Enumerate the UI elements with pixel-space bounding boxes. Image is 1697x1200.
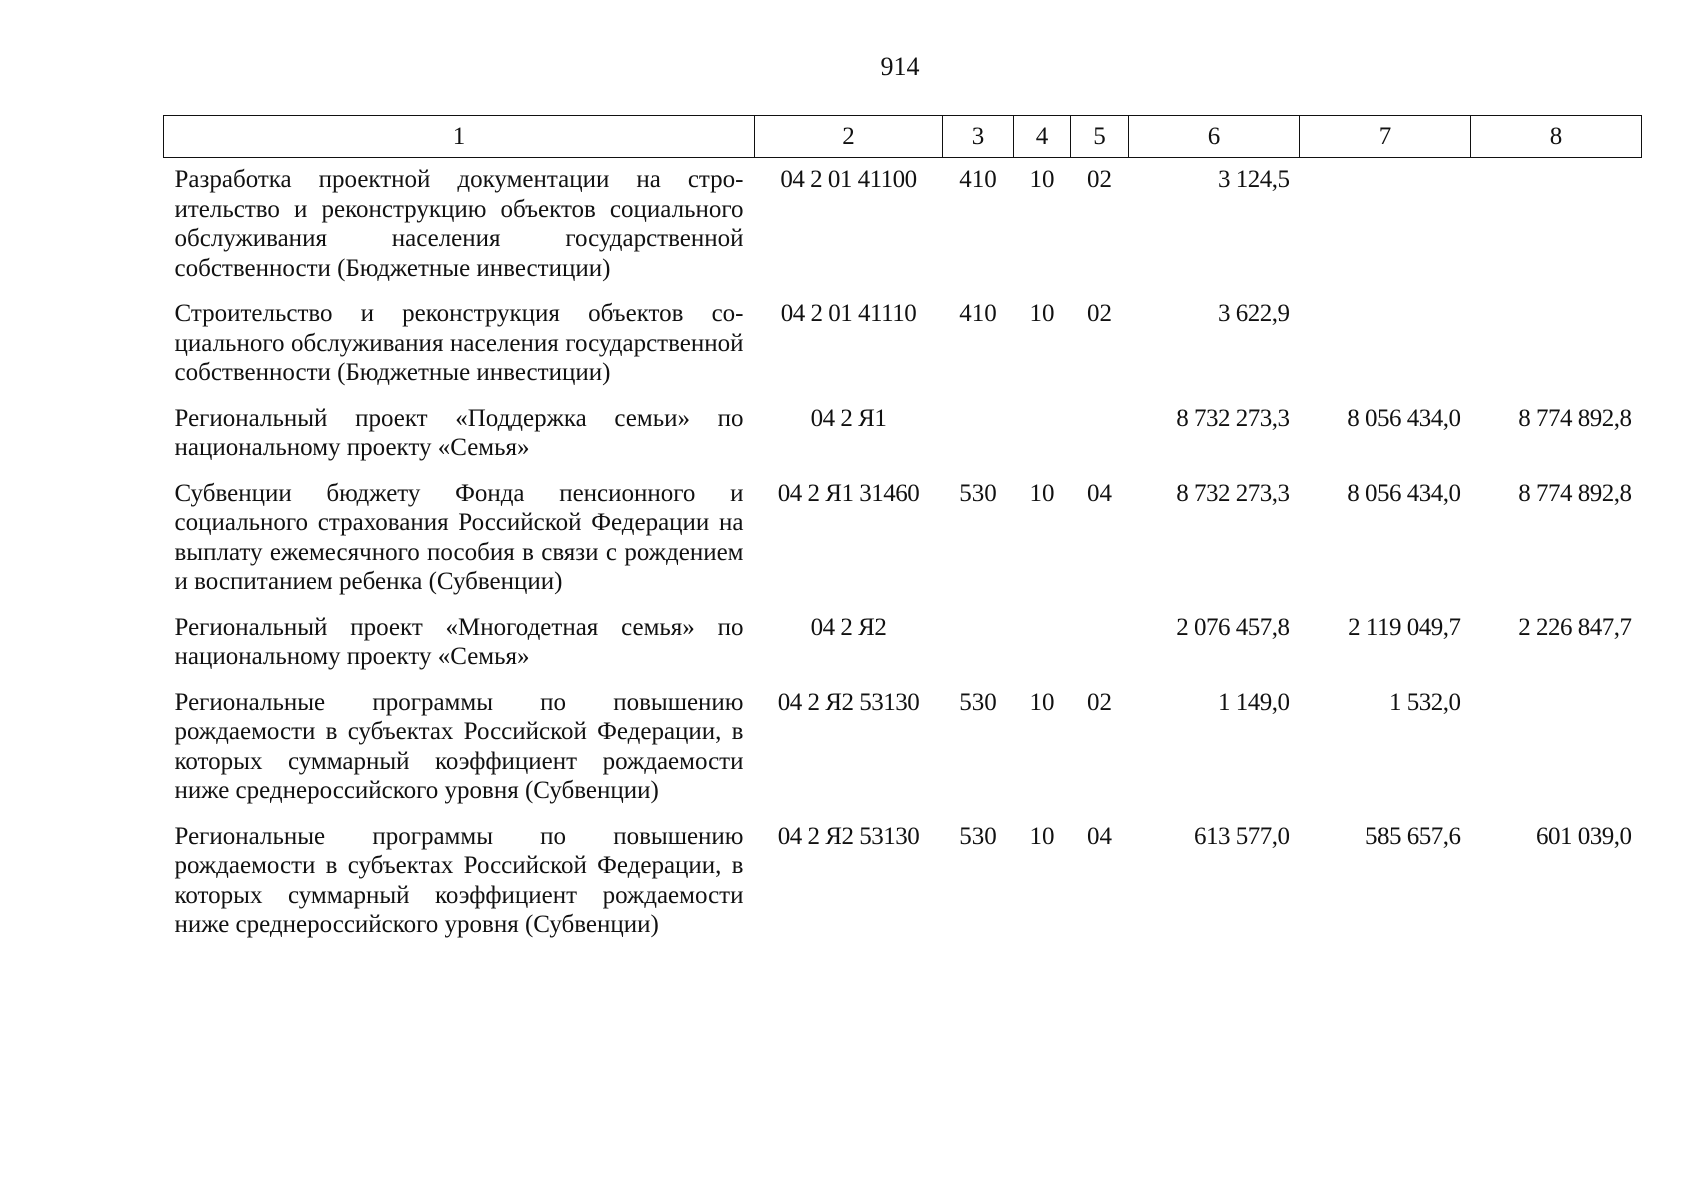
header-col-7: 7 <box>1300 116 1471 158</box>
row-name: Региональные программы по повышению рождаемости в субъектах Российской Федерации, в которых суммарный коэффициент рождаемости ниже среднероссийского уровня (Субвенции) <box>174 688 744 804</box>
row-col-3 <box>943 395 1014 470</box>
row-code: 04 2 Я1 <box>810 404 887 432</box>
table-row <box>164 395 1642 470</box>
row-value-7: 2 119 049,7 <box>1348 613 1461 641</box>
row-value-6: 3 622,9 <box>1218 300 1290 327</box>
row-value-6: 3 124,5 <box>1218 166 1290 193</box>
row-col-5 <box>1071 395 1129 470</box>
row-value-6: 1 149,0 <box>1218 688 1290 716</box>
row-name: Региональный проект «Поддержка семьи» по национальному проекту «Семья» <box>174 404 744 461</box>
row-col-3: 530 <box>959 479 997 507</box>
row-code: 04 2 Я2 53130 <box>777 822 920 850</box>
row-col-4 <box>1014 604 1071 679</box>
row-col-5: 04 <box>1087 479 1112 507</box>
row-col-4: 10 <box>1029 300 1055 327</box>
header-col-6: 6 <box>1129 116 1300 158</box>
row-col-3: 410 <box>959 300 997 327</box>
header-col-8: 8 <box>1471 116 1642 158</box>
row-name: Разработка проектной документации на строительство и реконструкцию объектов социального обслуживания населения государственной собственности (Бюджетные инвестиции) <box>174 166 744 282</box>
header-col-2: 2 <box>755 116 943 158</box>
row-code: 04 2 Я1 31460 <box>777 479 920 507</box>
header-col-4: 4 <box>1014 116 1071 158</box>
row-name: Региональный проект «Многодетная семья» по национальному проекту «Семья» <box>174 613 744 670</box>
row-code: 04 2 01 41100 <box>780 166 917 193</box>
row-col-5: 04 <box>1087 822 1112 850</box>
column-number-header-row <box>164 116 1642 158</box>
row-col-4: 10 <box>1029 688 1055 716</box>
row-value-8 <box>1471 290 1642 395</box>
row-name: Субвенции бюджету Фонда пенсионного и социального страхования Российской Федерации на выплату ежемесячного пособия в связи с рождением и воспитанием ребенка (Субвенции) <box>174 479 744 595</box>
row-value-8: 8 774 892,8 <box>1518 404 1632 432</box>
row-value-8 <box>1471 158 1642 291</box>
row-value-7: 8 056 434,0 <box>1347 404 1461 432</box>
row-col-4: 10 <box>1029 479 1055 507</box>
row-value-8: 8 774 892,8 <box>1518 479 1632 507</box>
budget-table <box>163 115 1642 947</box>
row-col-4: 10 <box>1029 166 1055 193</box>
row-col-3: 410 <box>959 166 997 193</box>
row-value-7 <box>1300 290 1471 395</box>
row-name: Строительство и реконструкция объектов социального обслуживания населения государственной собственности (Бюджетные инвестиции) <box>174 300 744 386</box>
header-col-3: 3 <box>943 116 1014 158</box>
row-col-5: 02 <box>1087 166 1112 193</box>
row-value-8: 2 226 847,7 <box>1518 613 1632 641</box>
row-col-5: 02 <box>1087 688 1112 716</box>
header-col-5: 5 <box>1071 116 1129 158</box>
row-col-3: 530 <box>959 822 997 850</box>
table-row <box>164 604 1642 679</box>
row-col-5 <box>1071 604 1129 679</box>
row-value-6: 8 732 273,3 <box>1176 479 1290 507</box>
row-col-4 <box>1014 395 1071 470</box>
row-value-7: 585 657,6 <box>1365 822 1461 850</box>
header-col-1: 1 <box>164 116 755 158</box>
table-row <box>164 290 1642 395</box>
row-name: Региональные программы по повышению рождаемости в субъектах Российской Федерации, в которых суммарный коэффициент рождаемости ниже среднероссийского уровня (Субвенции) <box>174 822 744 938</box>
row-col-3: 530 <box>959 688 997 716</box>
row-value-7: 8 056 434,0 <box>1347 479 1461 507</box>
row-code: 04 2 01 41110 <box>780 300 917 327</box>
row-value-7: 1 532,0 <box>1389 688 1461 716</box>
row-code: 04 2 Я2 <box>810 613 887 641</box>
table-row <box>164 470 1642 604</box>
table-row <box>164 679 1642 813</box>
row-code: 04 2 Я2 53130 <box>777 688 920 716</box>
table-row <box>164 158 1642 291</box>
row-value-6: 613 577,0 <box>1194 822 1290 850</box>
row-col-3 <box>943 604 1014 679</box>
page-number: 914 <box>880 52 920 81</box>
row-value-8: 601 039,0 <box>1536 822 1632 850</box>
row-value-7 <box>1300 158 1471 291</box>
row-value-8 <box>1471 679 1642 813</box>
row-value-6: 8 732 273,3 <box>1176 404 1290 432</box>
row-col-4: 10 <box>1029 822 1055 850</box>
row-col-5: 02 <box>1087 300 1112 327</box>
row-value-6: 2 076 457,8 <box>1176 613 1290 641</box>
table-row <box>164 813 1642 947</box>
